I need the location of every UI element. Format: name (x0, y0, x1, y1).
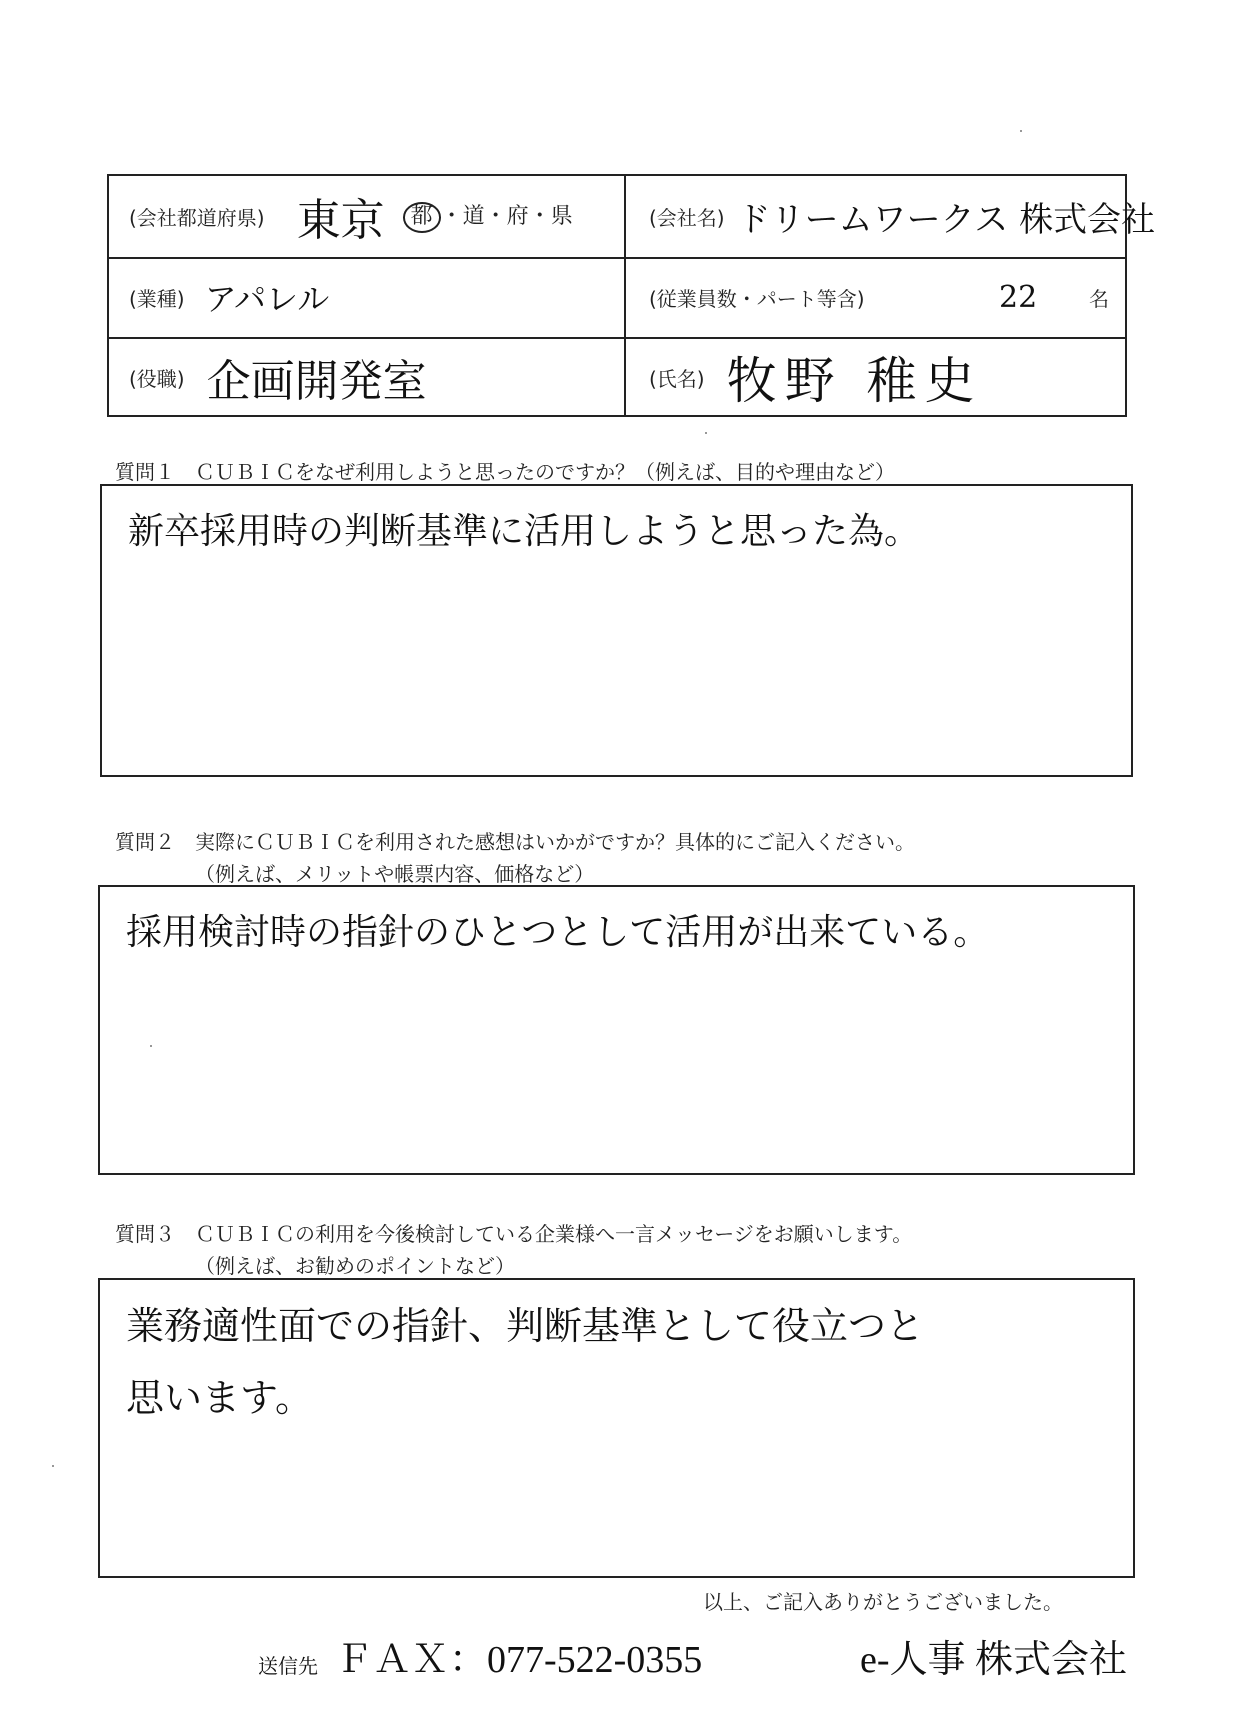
prefecture-cell (129, 176, 619, 256)
employees-cell (649, 257, 1119, 337)
question-3-subtitle: （例えば、お勧めのポイントなど） (195, 1254, 515, 1278)
name-value: 牧野 稚史 (726, 352, 983, 410)
prefecture-value: 東京 (296, 195, 385, 246)
header-table (107, 174, 1156, 417)
company-label: (会社名) (649, 205, 725, 230)
employees-label: (従業員数・パート等含) (649, 286, 865, 311)
prefecture-option: 道 (462, 204, 485, 230)
send-label: 送信先 (258, 1654, 318, 1678)
scan-speck (1020, 130, 1022, 132)
question-3-answer-box (98, 1278, 1135, 1578)
employees-value: 22 (999, 279, 1038, 315)
industry-value: アパレル (204, 280, 330, 318)
industry-cell (129, 257, 619, 337)
prefecture-option-selected: 都 (403, 202, 441, 232)
position-value: 企画開発室 (206, 356, 427, 407)
scan-speck (52, 1465, 54, 1467)
employees-unit: 名 (1089, 286, 1109, 311)
question-3-answer (100, 1280, 1133, 1444)
question-2-title: 質問２ 実際にＣＵＢＩＣを利用された感想はいかがですか？具体的にご記入ください。 (115, 830, 915, 854)
company-footer: e-人事 株式会社 (860, 1639, 1128, 1681)
question-2-subtitle: （例えば、メリットや帳票内容、価格など） (195, 862, 595, 886)
position-cell (129, 337, 619, 417)
question-2-answer-box (98, 885, 1135, 1175)
table-divider (624, 176, 626, 415)
prefecture-options: 都 ・道・府・県 (403, 199, 573, 232)
question-1-title: 質問１ ＣＵＢＩＣをなぜ利用しようと思ったのですか？（例えば、目的や理由など） (115, 460, 895, 484)
prefecture-option: 府 (506, 204, 529, 230)
question-1-answer: 新卒採用時の判断基準に活用しようと思った為。 (128, 511, 921, 552)
prefecture-label: (会社都道府県) (129, 205, 265, 230)
question-1-answer-box (100, 484, 1133, 777)
question-3-answer-line: 思います。 (126, 1376, 313, 1420)
fax-number: ＦＡＸ：077-522-0355 (335, 1639, 703, 1681)
scan-speck (150, 1045, 152, 1047)
company-value: ドリームワークス 株式会社 (736, 199, 1156, 240)
question-2-answer: 採用検討時の指針のひとつとして活用が出来ている。 (126, 912, 990, 953)
question-3-title: 質問３ ＣＵＢＩＣの利用を今後検討している企業様へ一言メッセージをお願いします。 (115, 1222, 913, 1246)
question-3-answer-line: 業務適性面での指針、判断基準として役立つと (126, 1304, 925, 1348)
industry-label: (業種) (129, 286, 185, 311)
name-cell (649, 337, 1119, 417)
position-label: (役職) (129, 366, 185, 391)
name-label: (氏名) (649, 366, 705, 391)
prefecture-option: 県 (550, 204, 573, 230)
scan-speck (705, 432, 707, 434)
company-cell (649, 176, 1156, 256)
closing-note: 以上、ご記入ありがとうございました。 (703, 1590, 1063, 1614)
